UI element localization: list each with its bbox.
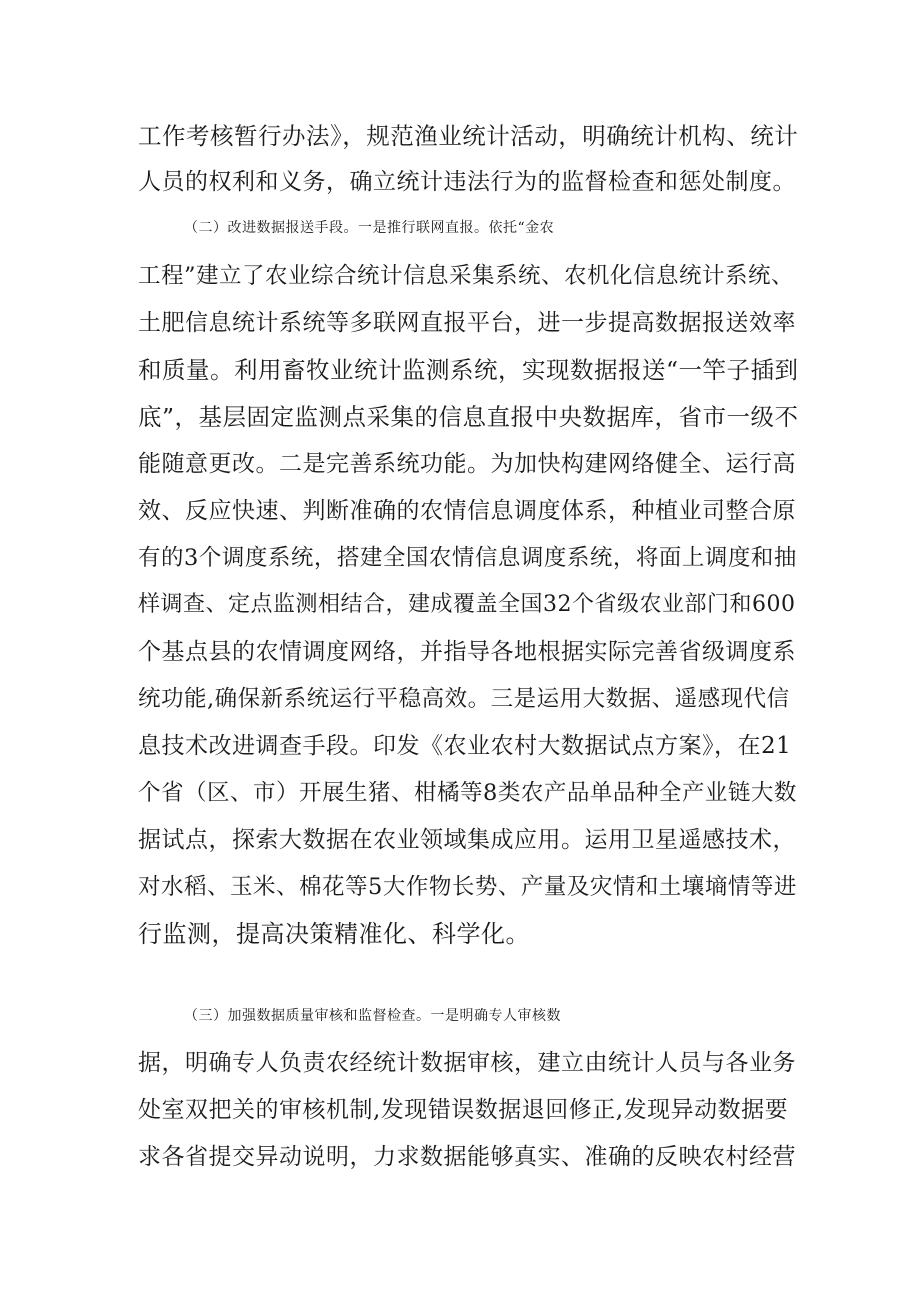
p2-line-14: 据试点，探索大数据在农业领域集成应用。运用卫星遥感技术，: [138, 827, 796, 853]
p2-line-9: 样调查、定点监测相结合，建成覆盖全国32个省级农业部门和600: [138, 592, 796, 617]
p2-line-15: 对水稻、玉米、棉花等5大作物长势、产量及灾情和土壤墒情等进: [138, 874, 797, 900]
p3-line-1: （三）加强数据质量审核和监督检查。一是明确专人审核数: [184, 1008, 561, 1024]
p1-line-2: 人员的权利和义务，确立统计违法行为的监督检查和惩处制度。: [138, 169, 796, 195]
p2-line-7: 效、反应快速、判断准确的农情信息调度体系，种植业司整合原: [138, 498, 796, 524]
p2-line-3: 土肥信息统计系统等多联网直报平台，进一步提高数据报送效率: [138, 310, 796, 336]
p2-line-4: 和质量。利用畜牧业统计监测系统，实现数据报送“一竿子插到: [138, 356, 799, 384]
p2-line-16: 行监测，提高决策精准化、科学化。: [138, 920, 530, 948]
p2-line-10: 个基点县的农情调度网络，并指导各地根据实际完善省级调度系: [138, 639, 796, 665]
p3-line-4: 求各省提交异动说明，力求数据能够真实、准确的反映农村经营: [138, 1144, 796, 1170]
p3-line-2: 据，明确专人负责农经统计数据审核，建立由统计人员与各业务: [138, 1050, 796, 1076]
p2-line-8: 有的3个调度系统，搭建全国农情信息调度系统，将面上调度和抽: [138, 545, 797, 571]
p2-line-13: 个省（区、市）开展生猪、柑橘等8类农产品单品种全产业链大数: [138, 780, 797, 806]
p3-line-3: 处室双把关的审核机制,发现错误数据退回修正,发现异动数据要: [138, 1097, 789, 1123]
p2-line-12: 息技术改进调查手段。印发《农业农村大数据试点方案》，在21: [138, 733, 792, 759]
p2-line-1: （二）改进数据报送手段。一是推行联网直报。依托“金农: [184, 220, 555, 236]
p1-line-1: 工作考核暂行办法》，规范渔业统计活动，明确统计机构、统计: [138, 122, 799, 150]
p2-line-6: 能随意更改。二是完善系统功能。为加快构建网络健全、运行高: [138, 451, 796, 477]
p2-line-5: 底”，基层固定监测点采集的信息直报中央数据库，省市一级不: [138, 403, 799, 431]
p2-line-11: 统功能,确保新系统运行平稳高效。三是运用大数据、遥感现代信: [138, 686, 790, 712]
p2-line-2: 工程”建立了农业综合统计信息采集系统、农机化信息统计系统、: [138, 263, 795, 289]
